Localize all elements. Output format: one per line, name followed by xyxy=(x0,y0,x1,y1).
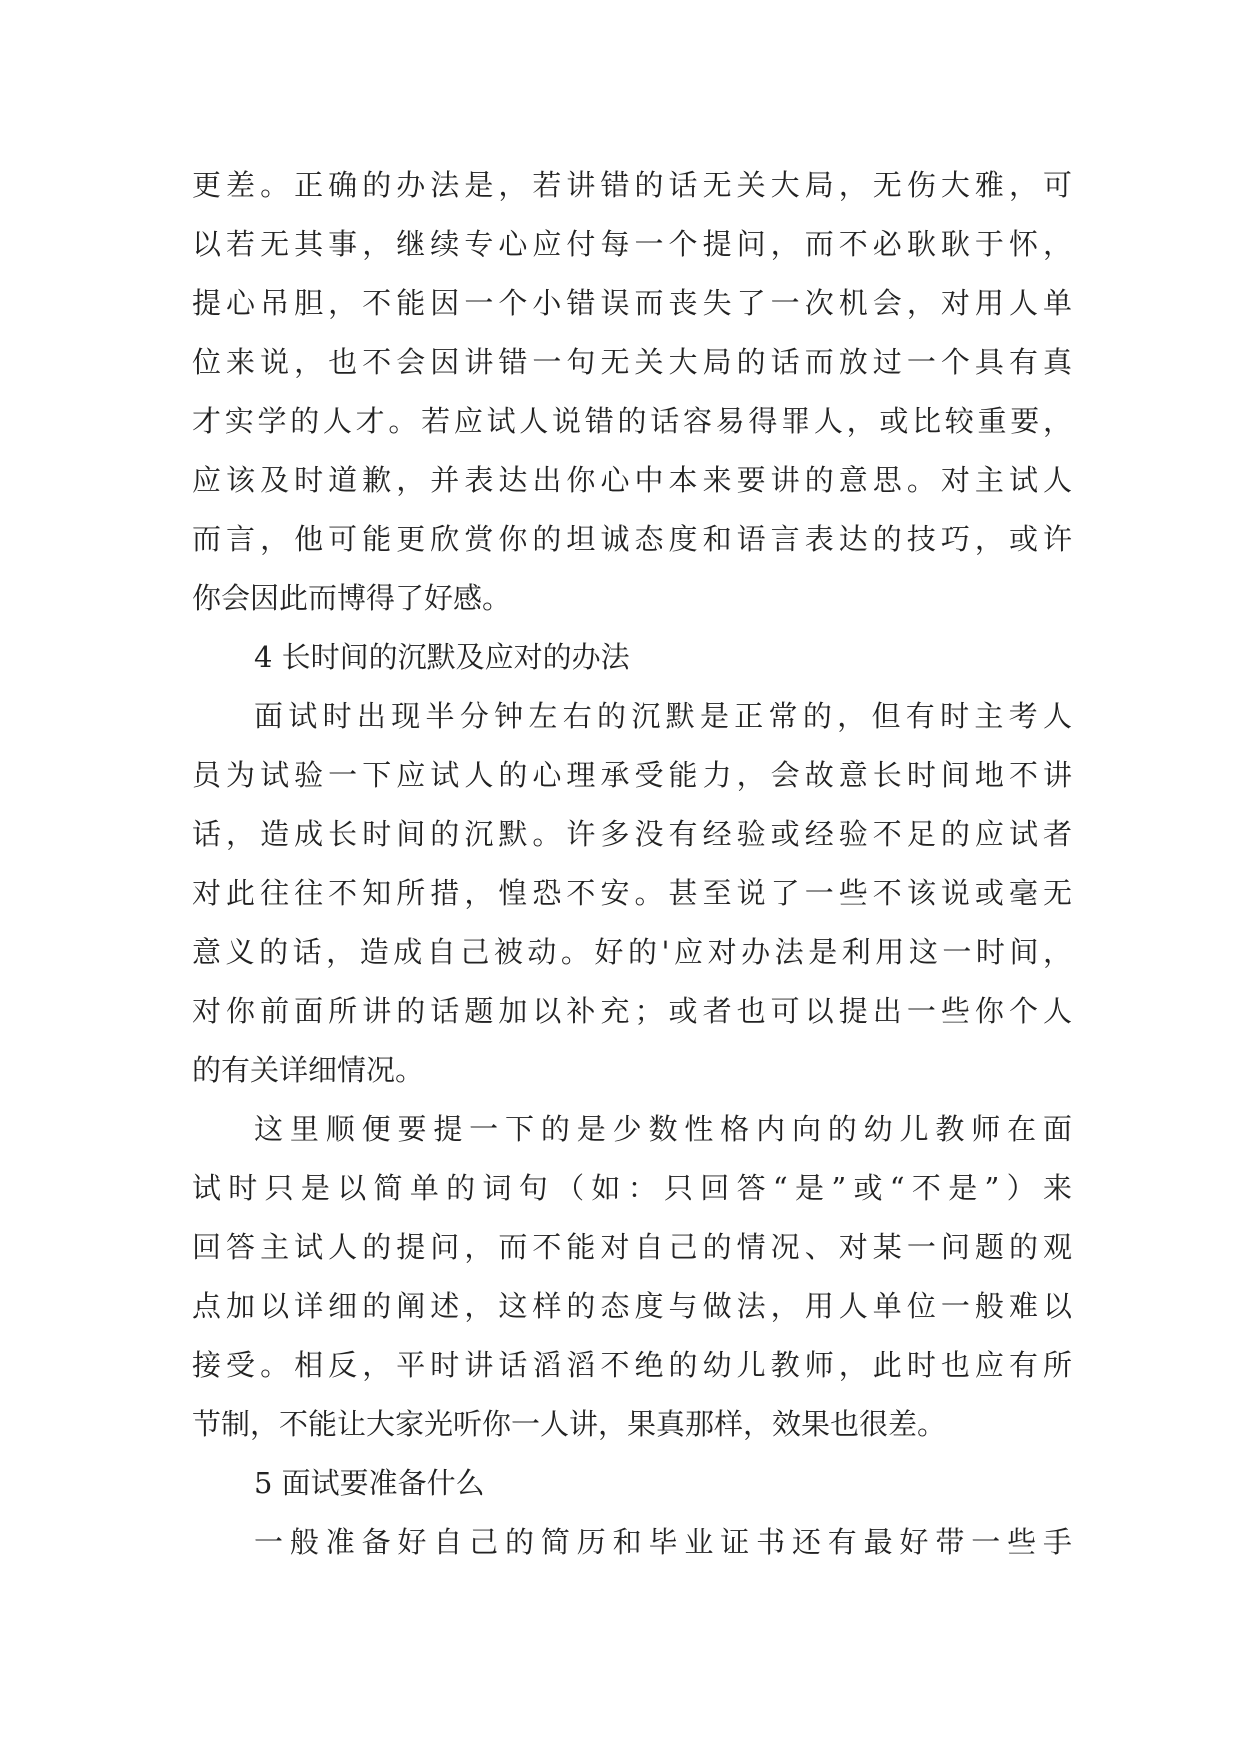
paragraph-line: 对你前面所讲的话题加以补充；或者也可以提出一些你个人 xyxy=(192,994,1072,1028)
paragraph-line: 试时只是以简单的词句（如：只回答“是”或“不是”）来 xyxy=(192,1171,1072,1205)
paragraph-line: 应该及时道歉，并表达出你心中本来要讲的意思。对主试人 xyxy=(192,463,1072,497)
section-heading: 5 面试要准备什么 xyxy=(254,1466,485,1500)
paragraph-line: 节制，不能让大家光听你一人讲，果真那样，效果也很差。 xyxy=(192,1407,947,1441)
paragraph-line: 提心吊胆，不能因一个小错误而丧失了一次机会，对用人单 xyxy=(192,286,1072,320)
paragraph-line: 而言，他可能更欣赏你的坦诚态度和语言表达的技巧，或许 xyxy=(192,522,1072,556)
paragraph-line: 对此往往不知所措，惶恐不安。甚至说了一些不该说或毫无 xyxy=(192,876,1072,910)
paragraph-line: 更差。正确的办法是，若讲错的话无关大局，无伤大雅，可 xyxy=(192,168,1072,202)
paragraph-line: 才实学的人才。若应试人说错的话容易得罪人，或比较重要， xyxy=(192,404,1072,438)
paragraph-line: 的有关详细情况。 xyxy=(192,1053,425,1087)
paragraph-line: 你会因此而博得了好感。 xyxy=(192,581,512,615)
document-body xyxy=(192,156,1072,1572)
paragraph-line: 这里顺便要提一下的是少数性格内向的幼儿教师在面 xyxy=(254,1112,1072,1146)
paragraph-line: 以若无其事，继续专心应付每一个提问，而不必耿耿于怀， xyxy=(192,227,1072,261)
paragraph-line: 点加以详细的阐述，这样的态度与做法，用人单位一般难以 xyxy=(192,1289,1072,1323)
paragraph-line: 面试时出现半分钟左右的沉默是正常的，但有时主考人 xyxy=(254,699,1072,733)
paragraph-line: 一般准备好自己的简历和毕业证书还有最好带一些手 xyxy=(254,1525,1072,1559)
paragraph-line: 回答主试人的提问，而不能对自己的情况、对某一问题的观 xyxy=(192,1230,1072,1264)
paragraph-line: 接受。相反，平时讲话滔滔不绝的幼儿教师，此时也应有所 xyxy=(192,1348,1072,1382)
section-heading: 4 长时间的沉默及应对的办法 xyxy=(254,640,630,674)
paragraph-line: 意义的话，造成自己被动。好的'应对办法是利用这一时间， xyxy=(192,935,1072,969)
paragraph-line: 员为试验一下应试人的心理承受能力，会故意长时间地不讲 xyxy=(192,758,1072,792)
paragraph-line: 位来说，也不会因讲错一句无关大局的话而放过一个具有真 xyxy=(192,345,1072,379)
paragraph-line: 话，造成长时间的沉默。许多没有经验或经验不足的应试者 xyxy=(192,817,1072,851)
